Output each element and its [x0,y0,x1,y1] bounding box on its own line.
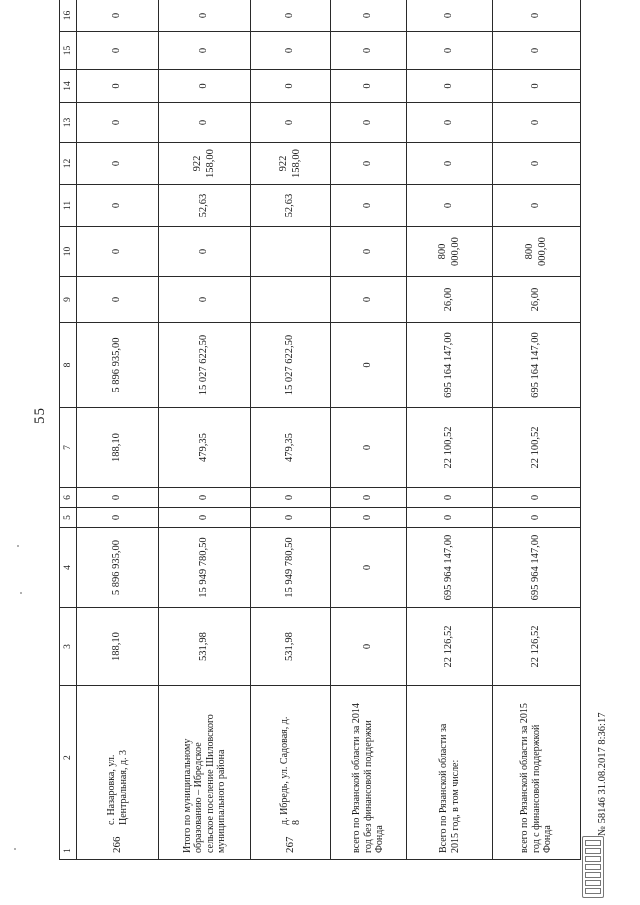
column-number: 1 [62,848,73,853]
cell-col-12: 922 158,00 [159,143,251,185]
cell-col-6: 0 [159,488,251,508]
row-number: 266 [111,836,124,853]
cell-col-5: 0 [493,508,581,528]
cell-col-13: 0 [251,103,331,143]
cell-col-14: 0 [159,70,251,103]
cell-col-9: 0 [159,277,251,323]
cell-col-10 [251,227,331,277]
cell-col-8: 0 [331,323,407,408]
cell-col-11: 52,63 [159,185,251,227]
cell-col-10: 0 [159,227,251,277]
cell-col-16: 0 [407,0,493,32]
column-number: 5 [60,508,77,528]
cell-col-12: 922 158,00 [251,143,331,185]
cell-col-14: 0 [331,70,407,103]
cell-col-16: 0 [331,0,407,32]
cell-col-9: 0 [77,277,159,323]
cell-col-13: 0 [493,103,581,143]
cell-col-4: 5 896 935,00 [77,528,159,608]
cell-col-8: 5 896 935,00 [77,323,159,408]
cell-col-13: 0 [407,103,493,143]
cell-col-12: 0 [331,143,407,185]
cell-col-10: 0 [331,227,407,277]
row-name: Всего по Рязанской области за 2015 год, в том числе: [438,723,461,853]
cell-col-6: 0 [493,488,581,508]
column-number: 13 [60,103,77,143]
row-name: с. Назаровка, ул. Центральная, д. 3 [106,749,129,825]
cell-col-12: 0 [493,143,581,185]
barcode-seal [582,836,604,898]
cell-col-11: 0 [77,185,159,227]
cell-col-15: 0 [251,32,331,70]
cell-col-10: 800 000,00 [407,227,493,277]
cell-col-15: 0 [493,32,581,70]
cell-col-5: 0 [77,508,159,528]
table-row-subtotal [159,0,251,860]
total-label-cell [493,686,581,860]
cell-col-10: 0 [77,227,159,277]
column-number: 12 [60,143,77,185]
column-number: 15 [60,32,77,70]
cell-col-11: 52,63 [251,185,331,227]
row-number: 267 [284,836,297,853]
table-row-total [493,0,581,860]
column-number-row [60,0,77,860]
column-number-1-2 [60,686,77,860]
cell-col-6: 0 [331,488,407,508]
cell-col-9: 26,00 [407,277,493,323]
registration-stamp: № 58146 31.08.2017 8:36:17 [597,712,608,836]
cell-col-6: 0 [77,488,159,508]
column-number: 16 [60,0,77,32]
cell-col-7: 479,35 [159,408,251,488]
cell-col-15: 0 [407,32,493,70]
column-number: 7 [60,408,77,488]
cell-col-6: 0 [251,488,331,508]
total-label-cell [407,686,493,860]
row-name: всего по Рязанской области за 2015 год с финансовой поддержкой Фонда [519,703,554,853]
cell-col-3: 188,10 [77,608,159,686]
table-row-total [407,0,493,860]
cell-col-12: 0 [77,143,159,185]
scan-speck [20,592,22,594]
cell-col-7: 188,10 [77,408,159,488]
column-number: 8 [60,323,77,408]
cell-col-16: 0 [251,0,331,32]
row-name: д. Ибредь, ул. Садовая, д. 8 [279,716,302,825]
cell-col-3: 531,98 [159,608,251,686]
table-row-total [331,0,407,860]
cell-col-12: 0 [407,143,493,185]
cell-col-5: 0 [331,508,407,528]
cell-col-16: 0 [493,0,581,32]
rotated-table-sheet [59,0,557,860]
cell-col-13: 0 [77,103,159,143]
cell-col-8: 15 027 622,50 [159,323,251,408]
cell-col-8: 695 164 147,00 [493,323,581,408]
cell-col-7: 22 100,52 [407,408,493,488]
cell-col-4: 15 949 780,50 [159,528,251,608]
cell-col-14: 0 [251,70,331,103]
column-number: 9 [60,277,77,323]
cell-col-11: 0 [407,185,493,227]
cell-col-3: 22 126,52 [407,608,493,686]
cell-col-3: 531,98 [251,608,331,686]
cell-col-5: 0 [251,508,331,528]
cell-col-8: 695 164 147,00 [407,323,493,408]
table-row [251,0,331,860]
total-label-cell [331,686,407,860]
column-number: 10 [60,227,77,277]
cell-col-4: 0 [331,528,407,608]
column-number: 3 [60,608,77,686]
cell-col-5: 0 [407,508,493,528]
cell-col-14: 0 [407,70,493,103]
cell-col-4: 15 949 780,50 [251,528,331,608]
table-row [77,0,159,860]
row-name: Итого по муниципальному образованию – Ибредское сельское поселение Шиловского муниципального района [181,714,227,853]
address-cell [77,686,159,860]
cell-col-13: 0 [159,103,251,143]
cell-col-11: 0 [331,185,407,227]
cell-col-11: 0 [493,185,581,227]
cell-col-14: 0 [77,70,159,103]
cell-col-9: 0 [331,277,407,323]
column-number: 4 [60,528,77,608]
subtotal-label-cell [159,686,251,860]
column-number: 14 [60,70,77,103]
column-number: 11 [60,185,77,227]
cell-col-7: 479,35 [251,408,331,488]
cell-col-7: 0 [331,408,407,488]
cell-col-16: 0 [77,0,159,32]
cell-col-16: 0 [159,0,251,32]
cell-col-14: 0 [493,70,581,103]
cell-col-4: 695 964 147,00 [407,528,493,608]
cell-col-9: 26,00 [493,277,581,323]
page-number: 55 [32,407,48,424]
cell-col-15: 0 [159,32,251,70]
address-cell [251,686,331,860]
cell-col-6: 0 [407,488,493,508]
cell-col-15: 0 [77,32,159,70]
cell-col-10: 800 000,00 [493,227,581,277]
cell-col-4: 695 964 147,00 [493,528,581,608]
column-number: 6 [60,488,77,508]
data-table [59,0,581,860]
cell-col-3: 22 126,52 [493,608,581,686]
cell-col-5: 0 [159,508,251,528]
cell-col-7: 22 100,52 [493,408,581,488]
cell-col-9 [251,277,331,323]
row-name: всего по Рязанской области за 2014 год без финансовой поддержки Фонда [351,703,386,853]
scan-speck [14,848,16,850]
cell-col-15: 0 [331,32,407,70]
cell-col-13: 0 [331,103,407,143]
cell-col-8: 15 027 622,50 [251,323,331,408]
cell-col-3: 0 [331,608,407,686]
column-number: 2 [62,755,73,760]
scan-speck [17,545,19,547]
